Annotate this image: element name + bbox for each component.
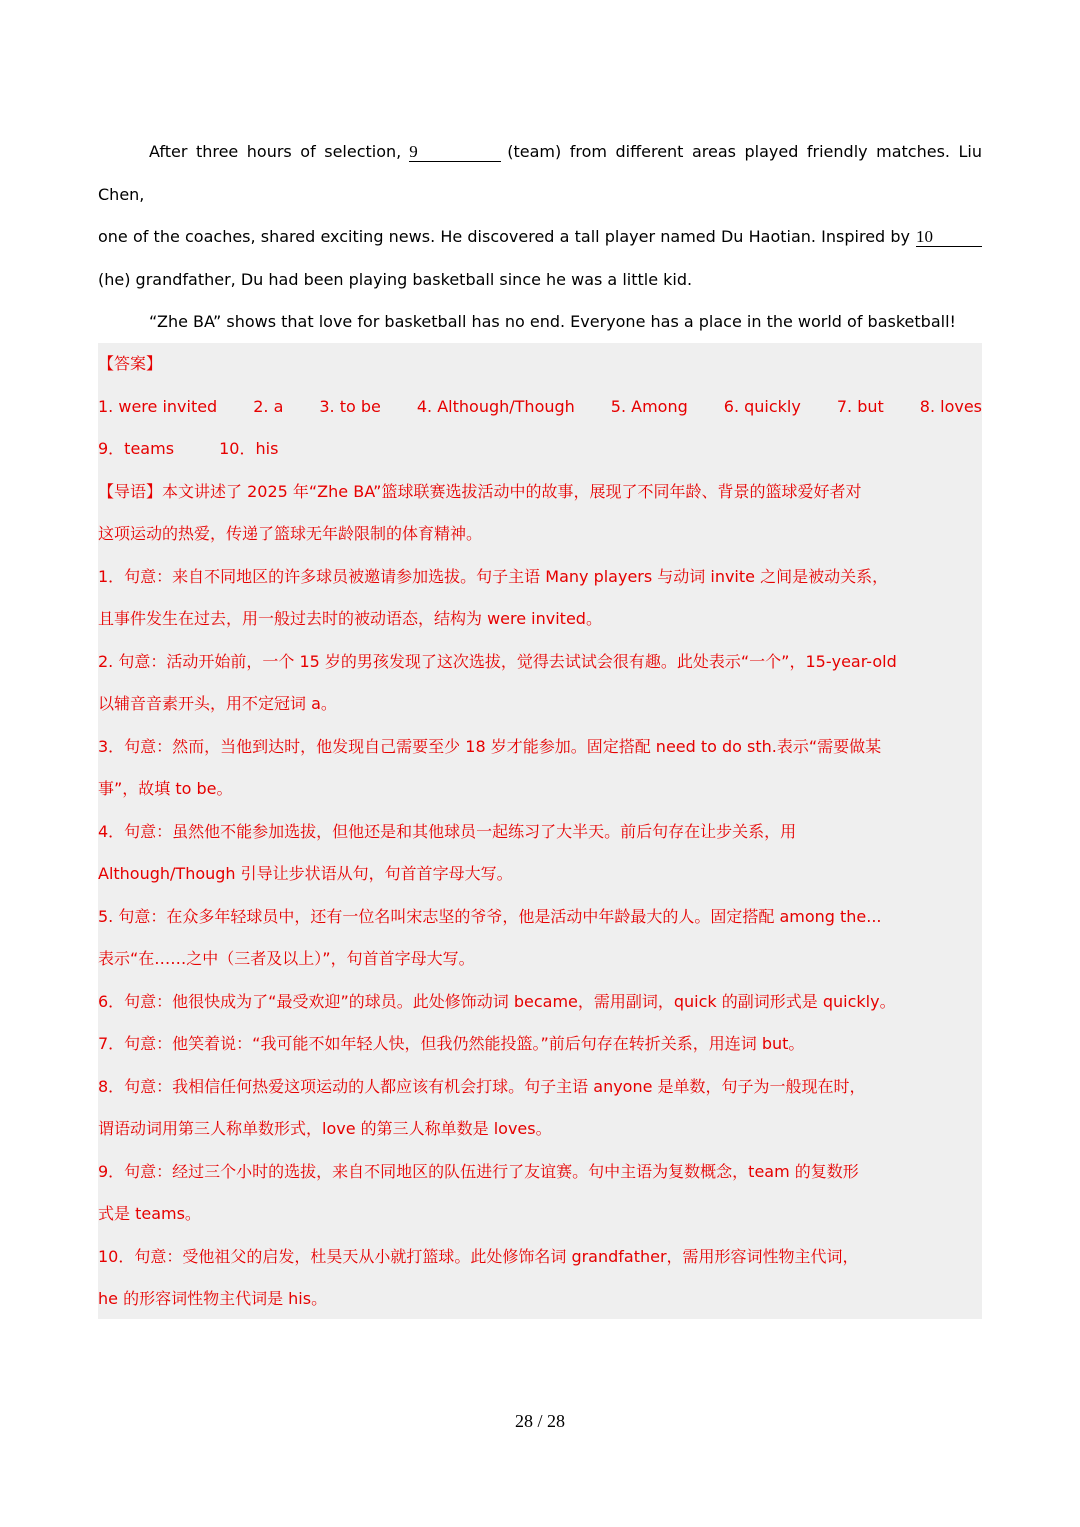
explanation-1-line-2: 且事件发生在过去，用一般过去时的被动语态，结构为 were invited。 <box>98 609 602 628</box>
explanation-4-line-2: Although/Though 引导让步状语从句，句首首字母大写。 <box>98 864 513 883</box>
passage-line-2 <box>98 216 982 259</box>
answer-item: 7. but <box>836 396 884 416</box>
answer-item: 4. Although/Though <box>416 396 575 416</box>
explanation-10-line-1: 10．句意：受他祖父的启发，杜昊天从小就打篮球。此处修饰名词 grandfather，需用形容词性物主代词， <box>98 1246 859 1266</box>
explanation-8-line-2: 谓语动词用第三人称单数形式，love 的第三人称单数是 loves。 <box>98 1119 552 1138</box>
explanation-9-line-1: 9．句意：经过三个小时的选拔，来自不同地区的队伍进行了友谊赛。句中主语为复数概念，team 的复数形 <box>98 1161 859 1181</box>
explanation-2-line-1: 2. 句意：活动开始前，一个 15 岁的男孩发现了这次选拔，觉得去试试会很有趣。此处表示“一个”，15-year-old <box>98 651 897 671</box>
answer-item: 9．teams <box>98 439 175 458</box>
page-number: 28 / 28 <box>514 1411 565 1431</box>
passage-text: After three hours of selection, <box>149 142 402 161</box>
blank-10: 10 <box>916 228 982 247</box>
answer-item: 3. to be <box>319 396 381 416</box>
explanation-1-line-1: 1．句意：来自不同地区的许多球员被邀请参加选拔。句子主语 Many players 与动词 invite 之间是被动关系， <box>98 566 889 586</box>
passage-line-3: (he) grandfather, Du had been playing basketball since he was a little kid. <box>98 269 693 289</box>
reading-passage <box>98 131 982 344</box>
answer-item: 2. a <box>253 396 284 416</box>
explanation-2-line-2: 以辅音音素开头，用不定冠词 a。 <box>98 694 337 713</box>
explanation-5-line-2: 表示“在……之中（三者及以上）”，句首首字母大写。 <box>98 949 475 968</box>
blank-9: 9 <box>409 143 501 162</box>
passage-text: (team) from different areas played friendly matches. Liu Chen, <box>98 142 983 204</box>
explanation-9-line-2: 式是 teams。 <box>98 1204 201 1223</box>
explanation-4-line-1: 4．句意：虽然他不能参加选拔，但他还是和其他球员一起练习了大半天。前后句存在让步关系，用 <box>98 821 797 841</box>
explanation-8-line-1: 8．句意：我相信任何热爱这项运动的人都应该有机会打球。句子主语 anyone 是单数，句子为一般现在时， <box>98 1076 866 1096</box>
explanation-3-line-1: 3．句意：然而，当他到达时，他发现自己需要至少 18 岁才能参加。固定搭配 need to do sth.表示“需要做某 <box>98 736 882 756</box>
intro-line-1: 【导语】本文讲述了 2025 年“Zhe BA”篮球联赛选拔活动中的故事，展现了不同年龄、背景的篮球爱好者对 <box>98 481 862 501</box>
passage-paragraph-2: “Zhe BA” shows that love for basketball has no end. Everyone has a place in the world of basketball! <box>149 312 956 331</box>
passage-text: one of the coaches, shared exciting news. He discovered a tall player named Du Haotian. Inspired by <box>98 227 910 246</box>
explanation-3-line-2: 事”，故填 to be。 <box>98 779 233 798</box>
answer-item: 5. Among <box>610 396 688 416</box>
answer-section <box>98 343 982 1321</box>
answer-item: 1. were invited <box>98 396 218 416</box>
explanation-10-line-2: he 的形容词性物主代词是 his。 <box>98 1289 328 1308</box>
explanation-5-line-1: 5. 句意：在众多年轻球员中，还有一位名叫宋志坚的爷爷，他是活动中年龄最大的人。固定搭配 among the... <box>98 906 882 926</box>
explanation-7: 7．句意：他笑着说：“我可能不如年轻人快，但我仍然能投篮。”前后句存在转折关系，用连词 but。 <box>98 1034 805 1053</box>
explanation-6: 6．句意：他很快成为了“最受欢迎”的球员。此处修饰动词 became，需用副词，quick 的副词形式是 quickly。 <box>98 991 896 1011</box>
passage-line-1 <box>98 131 982 216</box>
answer-list-row-1 <box>98 386 982 429</box>
answer-heading: 【答案】 <box>98 354 163 373</box>
answer-item: 8. loves <box>919 396 982 416</box>
answer-item: 10．his <box>219 439 279 458</box>
answer-list-row-2 <box>98 428 982 471</box>
intro-line-2: 这项运动的热爱，传递了篮球无年龄限制的体育精神。 <box>98 524 483 543</box>
answer-item: 6. quickly <box>723 396 801 416</box>
